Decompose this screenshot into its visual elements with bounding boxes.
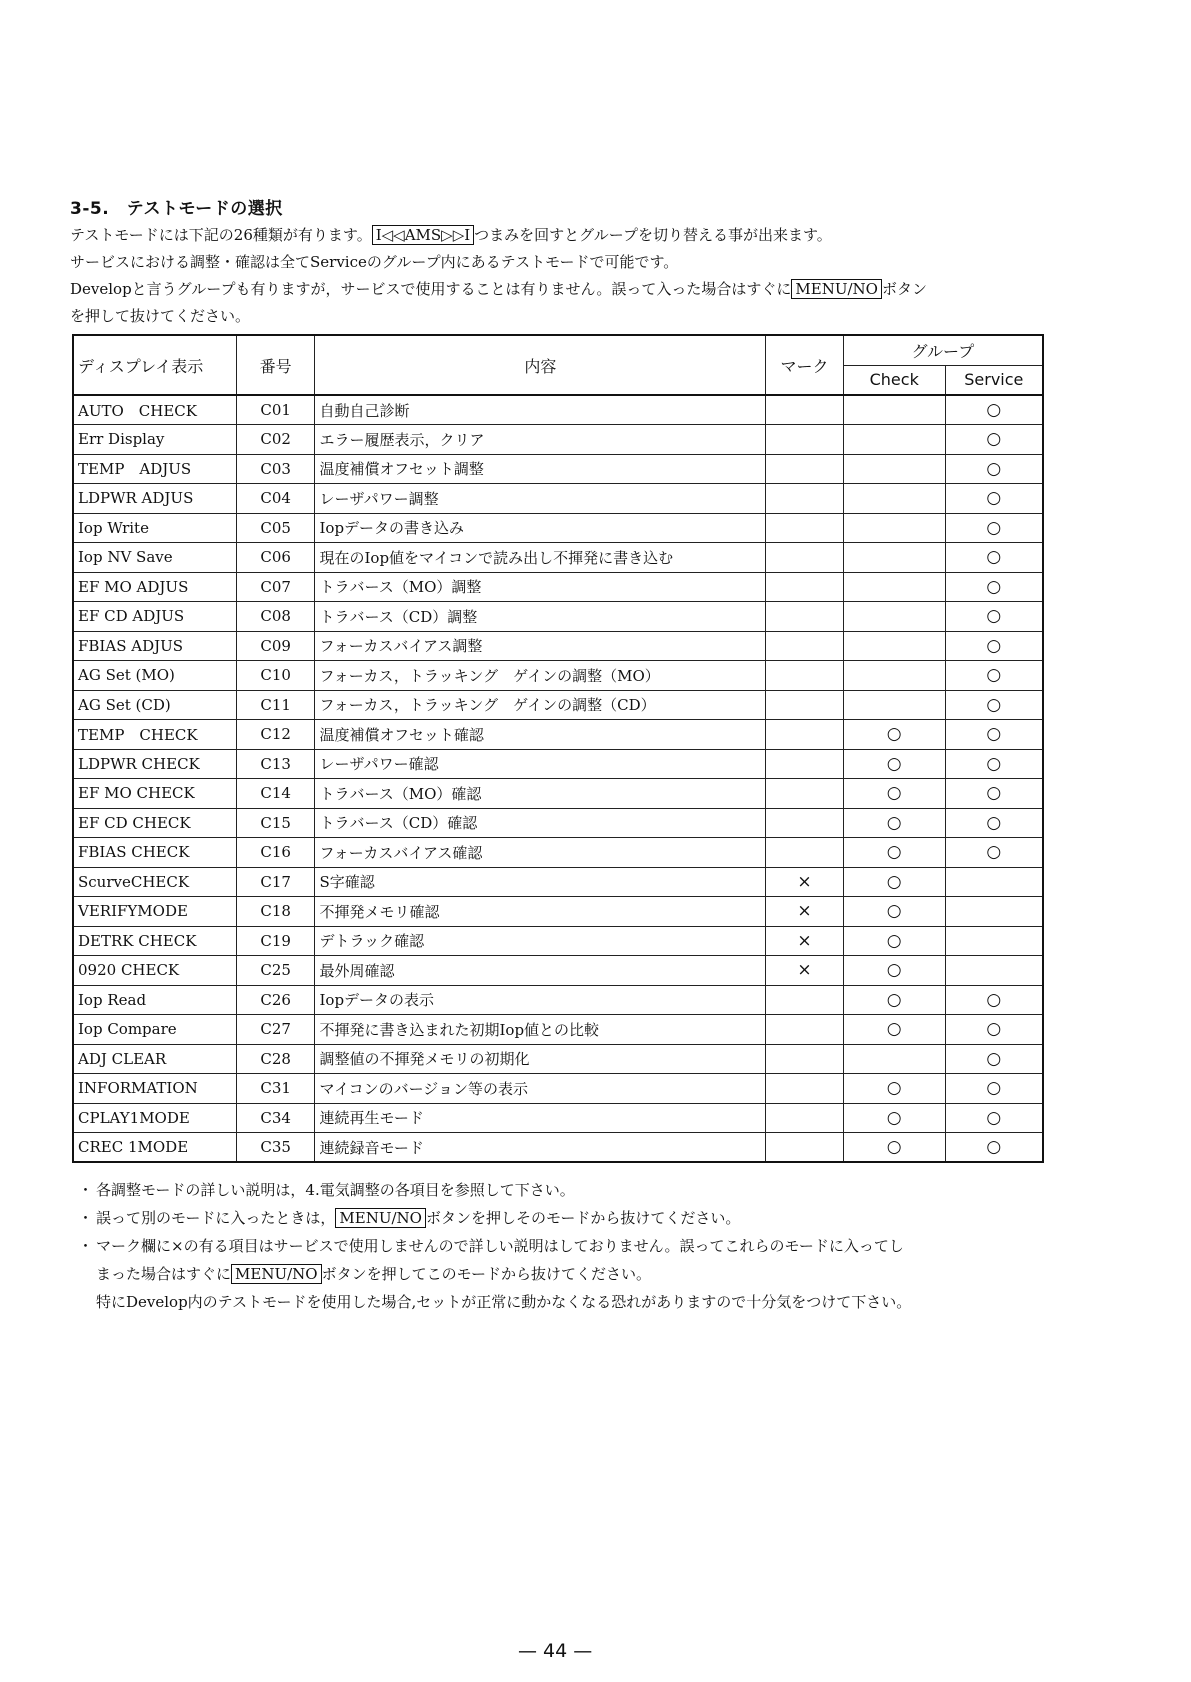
cell-check <box>843 513 945 543</box>
table-row <box>73 749 1043 779</box>
menu-no-key-label: MENU/NO <box>231 1264 322 1284</box>
notes <box>78 1176 1078 1316</box>
cell-content: トラバース（CD）確認 <box>315 808 766 838</box>
cell-check: ○ <box>843 1133 945 1163</box>
bullet: ・ <box>78 1181 94 1199</box>
cell-number: C01 <box>236 395 315 425</box>
cell-service: ○ <box>945 543 1043 573</box>
cell-check: ○ <box>843 1103 945 1133</box>
cell-service: ○ <box>945 1044 1043 1074</box>
test-mode-table <box>72 334 1044 1163</box>
table-row <box>73 690 1043 720</box>
cell-check: ○ <box>843 926 945 956</box>
intro-line-1-text: テストモードには下記の26種類が有ります。 <box>70 226 372 244</box>
cell-mark <box>766 572 844 602</box>
note-3-line-2-b: ボタンを押してこのモードから抜けてください。 <box>321 1265 651 1283</box>
cell-mark <box>766 602 844 632</box>
header-display: ディスプレイ表示 <box>73 335 236 395</box>
cell-number: C18 <box>236 897 315 927</box>
cell-display: VERIFYMODE <box>73 897 236 927</box>
cell-number: C05 <box>236 513 315 543</box>
cell-display: Iop Write <box>73 513 236 543</box>
table-row <box>73 1044 1043 1074</box>
note-3-line-3: 特にDevelop内のテストモードを使用した場合,セットが正常に動かなくなる恐れがありますので十分気をつけて下さい。 <box>96 1293 912 1311</box>
table-row <box>73 513 1043 543</box>
cell-number: C34 <box>236 1103 315 1133</box>
cell-service: ○ <box>945 985 1043 1015</box>
cell-service: ○ <box>945 779 1043 809</box>
cell-number: C28 <box>236 1044 315 1074</box>
cell-service <box>945 926 1043 956</box>
intro-line-1-text-b: つまみを回すとグループを切り替える事が出来ます。 <box>474 226 832 244</box>
note-3-line-1: マーク欄に×の有る項目はサービスで使用しませんので詳しい説明はしておりません。誤ってこれらのモードに入ってし <box>96 1237 904 1255</box>
intro-text <box>70 222 1070 330</box>
cell-number: C14 <box>236 779 315 809</box>
note-3-line-2 <box>96 1260 911 1288</box>
menu-no-key-label: MENU/NO <box>335 1208 426 1228</box>
cell-mark <box>766 1103 844 1133</box>
cell-display: Iop Read <box>73 985 236 1015</box>
cell-display: INFORMATION <box>73 1074 236 1104</box>
cell-mark <box>766 1015 844 1045</box>
cell-display: FBIAS CHECK <box>73 838 236 868</box>
table-row <box>73 926 1043 956</box>
cell-display: CPLAY1MODE <box>73 1103 236 1133</box>
cell-mark <box>766 985 844 1015</box>
test-mode-rows <box>73 395 1043 1162</box>
table-row <box>73 1133 1043 1163</box>
cell-service: ○ <box>945 838 1043 868</box>
cell-content: フォーカスバイアス確認 <box>315 838 766 868</box>
cell-service <box>945 867 1043 897</box>
intro-line-3-text-b: ボタン <box>881 280 927 298</box>
cell-check: ○ <box>843 897 945 927</box>
cell-content: 温度補償オフセット確認 <box>315 720 766 750</box>
cell-number: C13 <box>236 749 315 779</box>
cell-service: ○ <box>945 720 1043 750</box>
cell-service: ○ <box>945 602 1043 632</box>
cell-mark: × <box>766 897 844 927</box>
cell-number: C04 <box>236 484 315 514</box>
cell-mark <box>766 661 844 691</box>
cell-number: C12 <box>236 720 315 750</box>
cell-check <box>843 1044 945 1074</box>
cell-display: TEMP CHECK <box>73 720 236 750</box>
cell-check <box>843 661 945 691</box>
cell-check: ○ <box>843 838 945 868</box>
cell-number: C09 <box>236 631 315 661</box>
cell-service: ○ <box>945 690 1043 720</box>
table-row <box>73 425 1043 455</box>
cell-content: 不揮発に書き込まれた初期Iop値との比較 <box>315 1015 766 1045</box>
cell-check: ○ <box>843 956 945 986</box>
cell-content: レーザパワー確認 <box>315 749 766 779</box>
cell-number: C35 <box>236 1133 315 1163</box>
note-2 <box>78 1204 1078 1232</box>
cell-check <box>843 425 945 455</box>
cell-number: C25 <box>236 956 315 986</box>
cell-display: EF CD ADJUS <box>73 602 236 632</box>
cell-number: C19 <box>236 926 315 956</box>
cell-mark <box>766 749 844 779</box>
cell-number: C11 <box>236 690 315 720</box>
cell-content: S字確認 <box>315 867 766 897</box>
cell-display: ADJ CLEAR <box>73 1044 236 1074</box>
cell-service <box>945 956 1043 986</box>
cell-mark <box>766 838 844 868</box>
cell-check: ○ <box>843 867 945 897</box>
cell-display: ScurveCHECK <box>73 867 236 897</box>
table-row <box>73 897 1043 927</box>
table-row <box>73 631 1043 661</box>
table-row <box>73 395 1043 425</box>
intro-line-3 <box>70 276 1070 303</box>
cell-content: マイコンのバージョン等の表示 <box>315 1074 766 1104</box>
cell-display: EF MO CHECK <box>73 779 236 809</box>
table-row <box>73 720 1043 750</box>
page-number: — 44 — <box>518 1640 593 1662</box>
cell-check: ○ <box>843 985 945 1015</box>
cell-check <box>843 395 945 425</box>
cell-content: レーザパワー調整 <box>315 484 766 514</box>
table-row <box>73 602 1043 632</box>
cell-service: ○ <box>945 572 1043 602</box>
cell-display: DETRK CHECK <box>73 926 236 956</box>
cell-content: 不揮発メモリ確認 <box>315 897 766 927</box>
cell-mark: × <box>766 867 844 897</box>
cell-display: Err Display <box>73 425 236 455</box>
cell-content: Iopデータの表示 <box>315 985 766 1015</box>
cell-content: 現在のIop値をマイコンで読み出し不揮発に書き込む <box>315 543 766 573</box>
cell-content: Iopデータの書き込み <box>315 513 766 543</box>
table-row <box>73 661 1043 691</box>
cell-content: 連続再生モード <box>315 1103 766 1133</box>
ams-knob-label: I◁◁AMS▷▷I <box>372 225 474 245</box>
cell-check <box>843 602 945 632</box>
cell-content: 連続録音モード <box>315 1133 766 1163</box>
intro-line-2: サービスにおける調整・確認は全てServiceのグループ内にあるテストモードで可能です。 <box>70 253 679 271</box>
cell-display: AG Set (CD) <box>73 690 236 720</box>
note-2-text-b: ボタンを押しそのモードから抜けてください。 <box>425 1209 741 1227</box>
note-3 <box>78 1232 1078 1316</box>
intro-line-4: を押して抜けてください。 <box>70 307 251 325</box>
cell-display: LDPWR CHECK <box>73 749 236 779</box>
cell-number: C31 <box>236 1074 315 1104</box>
cell-display: AUTO CHECK <box>73 395 236 425</box>
cell-check: ○ <box>843 720 945 750</box>
cell-mark <box>766 454 844 484</box>
table-row <box>73 572 1043 602</box>
cell-service: ○ <box>945 808 1043 838</box>
cell-number: C26 <box>236 985 315 1015</box>
intro-line-3-text: Developと言うグループも有りますが，サービスで使用することは有りません。誤って入った場合はすぐに <box>70 280 792 298</box>
cell-content: トラバース（CD）調整 <box>315 602 766 632</box>
cell-number: C02 <box>236 425 315 455</box>
note-3-line-2-a: まった場合はすぐに <box>96 1265 232 1283</box>
cell-content: 調整値の不揮発メモリの初期化 <box>315 1044 766 1074</box>
cell-check: ○ <box>843 1015 945 1045</box>
cell-content: トラバース（MO）調整 <box>315 572 766 602</box>
header-service: Service <box>945 365 1043 395</box>
cell-mark <box>766 779 844 809</box>
cell-number: C07 <box>236 572 315 602</box>
table-row <box>73 867 1043 897</box>
cell-service: ○ <box>945 513 1043 543</box>
cell-display: CREC 1MODE <box>73 1133 236 1163</box>
cell-number: C27 <box>236 1015 315 1045</box>
cell-mark: × <box>766 956 844 986</box>
cell-service: ○ <box>945 454 1043 484</box>
cell-mark <box>766 1074 844 1104</box>
table-row <box>73 1103 1043 1133</box>
table-row <box>73 543 1043 573</box>
table-row <box>73 808 1043 838</box>
intro-line-1 <box>70 222 1070 249</box>
cell-check: ○ <box>843 779 945 809</box>
cell-service: ○ <box>945 1015 1043 1045</box>
cell-mark <box>766 425 844 455</box>
cell-mark <box>766 395 844 425</box>
cell-number: C06 <box>236 543 315 573</box>
cell-service: ○ <box>945 1103 1043 1133</box>
cell-mark <box>766 808 844 838</box>
cell-service: ○ <box>945 631 1043 661</box>
cell-number: C15 <box>236 808 315 838</box>
note-2-text-a: 誤って別のモードに入ったときは， <box>96 1209 336 1227</box>
cell-content: フォーカス，トラッキング ゲインの調整（CD） <box>315 690 766 720</box>
cell-number: C10 <box>236 661 315 691</box>
cell-service: ○ <box>945 661 1043 691</box>
cell-display: 0920 CHECK <box>73 956 236 986</box>
note-3-lines <box>96 1232 911 1316</box>
cell-display: TEMP ADJUS <box>73 454 236 484</box>
header-group: グループ <box>843 335 1043 365</box>
cell-mark <box>766 720 844 750</box>
table-row <box>73 779 1043 809</box>
cell-check <box>843 543 945 573</box>
cell-service: ○ <box>945 425 1043 455</box>
cell-display: Iop NV Save <box>73 543 236 573</box>
cell-check <box>843 484 945 514</box>
cell-check <box>843 690 945 720</box>
note-2-text <box>96 1204 740 1232</box>
cell-mark <box>766 1133 844 1163</box>
cell-mark <box>766 631 844 661</box>
cell-content: 自動自己診断 <box>315 395 766 425</box>
cell-number: C03 <box>236 454 315 484</box>
cell-mark <box>766 543 844 573</box>
cell-check <box>843 454 945 484</box>
cell-mark <box>766 513 844 543</box>
cell-content: エラー履歴表示，クリア <box>315 425 766 455</box>
note-1-text: 各調整モードの詳しい説明は，4.電気調整の各項目を参照して下さい。 <box>96 1181 575 1199</box>
cell-number: C17 <box>236 867 315 897</box>
bullet: ・ <box>78 1237 94 1255</box>
table-row <box>73 454 1043 484</box>
cell-display: Iop Compare <box>73 1015 236 1045</box>
table-row <box>73 985 1043 1015</box>
cell-service: ○ <box>945 484 1043 514</box>
cell-content: トラバース（MO）確認 <box>315 779 766 809</box>
cell-mark <box>766 690 844 720</box>
cell-display: EF MO ADJUS <box>73 572 236 602</box>
section-title: 3-5. テストモードの選択 <box>70 199 283 219</box>
cell-display: EF CD CHECK <box>73 808 236 838</box>
table-row <box>73 956 1043 986</box>
cell-content: フォーカス，トラッキング ゲインの調整（MO） <box>315 661 766 691</box>
cell-check <box>843 631 945 661</box>
cell-content: 最外周確認 <box>315 956 766 986</box>
cell-check <box>843 572 945 602</box>
cell-service: ○ <box>945 749 1043 779</box>
cell-check: ○ <box>843 808 945 838</box>
table-row <box>73 484 1043 514</box>
cell-service: ○ <box>945 1074 1043 1104</box>
cell-check: ○ <box>843 1074 945 1104</box>
cell-mark <box>766 1044 844 1074</box>
cell-content: 温度補償オフセット調整 <box>315 454 766 484</box>
cell-mark <box>766 484 844 514</box>
cell-mark: × <box>766 926 844 956</box>
table-row <box>73 1074 1043 1104</box>
cell-service: ○ <box>945 1133 1043 1163</box>
cell-display: LDPWR ADJUS <box>73 484 236 514</box>
cell-number: C16 <box>236 838 315 868</box>
cell-service: ○ <box>945 395 1043 425</box>
cell-number: C08 <box>236 602 315 632</box>
bullet: ・ <box>78 1209 94 1227</box>
header-check: Check <box>843 365 945 395</box>
table-row <box>73 1015 1043 1045</box>
header-mark: マーク <box>766 335 844 395</box>
cell-display: AG Set (MO) <box>73 661 236 691</box>
header-number: 番号 <box>236 335 315 395</box>
menu-no-key-label: MENU/NO <box>791 279 882 299</box>
cell-service <box>945 897 1043 927</box>
cell-display: FBIAS ADJUS <box>73 631 236 661</box>
cell-content: フォーカスバイアス調整 <box>315 631 766 661</box>
cell-check: ○ <box>843 749 945 779</box>
table-row <box>73 838 1043 868</box>
note-1 <box>78 1176 1078 1204</box>
header-content: 内容 <box>315 335 766 395</box>
cell-content: デトラック確認 <box>315 926 766 956</box>
